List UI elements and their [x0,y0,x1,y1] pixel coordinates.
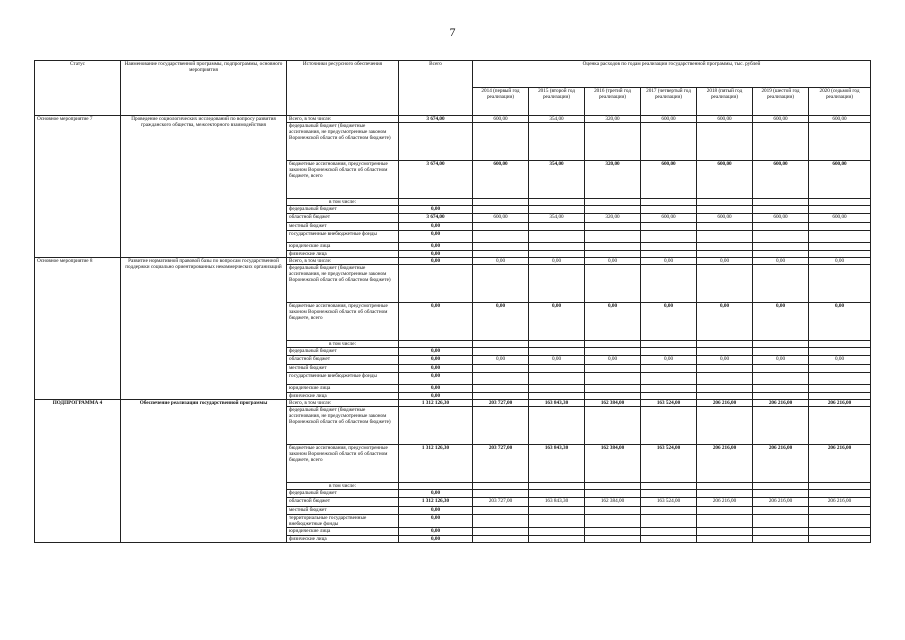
year-value [697,528,753,536]
year-value [473,393,529,400]
year-value [529,515,585,528]
year-value: 354,00 [529,214,585,223]
year-value [753,348,809,356]
year-value [697,251,753,258]
row-total: 0,00 [399,490,473,498]
year-value [585,483,641,490]
source-label: физические лица [287,251,399,258]
year-value [753,243,809,251]
year-value [529,407,585,445]
year-value [529,199,585,206]
row-total: 0,00 [399,507,473,515]
year-value [585,407,641,445]
year-value [585,123,641,161]
year-value: 320,00 [585,161,641,199]
year-value: 600,00 [697,116,753,123]
source-label: физические лица [287,393,399,400]
source-label: бюджетные ассигнования, предусмотренные законом Воронежской области об областном бюджете, всего [287,445,399,483]
year-value: 163 843,30 [529,400,585,407]
row-name: Обеспечение реализации государственной программы [121,400,287,543]
year-value [529,385,585,393]
source-label: юридические лица [287,528,399,536]
header-year: 2014 (первый год реализации) [473,88,529,116]
source-label: территориальные государственные внебюджетные фонды [287,515,399,528]
year-value [753,206,809,214]
year-value [809,231,871,243]
year-value [473,373,529,385]
row-total [399,407,473,445]
year-value [641,265,697,303]
year-value [473,341,529,348]
year-value [697,348,753,356]
year-value: 0,00 [697,303,753,341]
year-value [641,528,697,536]
year-value [753,199,809,206]
year-value: 163 843,30 [529,498,585,507]
year-value [585,373,641,385]
year-value [697,365,753,373]
year-value [641,490,697,498]
year-value: 203 727,00 [473,445,529,483]
year-value: 600,00 [809,214,871,223]
year-value [473,365,529,373]
year-value: 0,00 [809,303,871,341]
year-value [529,393,585,400]
year-value [809,206,871,214]
year-value [585,365,641,373]
year-value: 203 727,00 [473,498,529,507]
row-total: 0,00 [399,515,473,528]
row-total: 0,00 [399,373,473,385]
year-value [473,348,529,356]
year-value [809,483,871,490]
row-total: 1 312 126,30 [399,498,473,507]
source-label: бюджетные ассигнования, предусмотренные законом Воронежской области об областном бюджете, всего [287,303,399,341]
row-total [399,199,473,206]
header-year: 2017 (четвертый год реализации) [641,88,697,116]
row-name: Развитие нормативной правовой базы по вопросам государственной поддержки социально ориентированных некоммерческих организаций [121,258,287,400]
year-value: 600,00 [473,161,529,199]
row-total: 0,00 [399,385,473,393]
year-value [753,393,809,400]
row-total: 0,00 [399,536,473,543]
source-label: физические лица [287,536,399,543]
row-total: 0,00 [399,303,473,341]
year-value [809,199,871,206]
year-value: 0,00 [473,258,529,265]
year-value [809,490,871,498]
row-total [399,483,473,490]
year-value [641,348,697,356]
year-value: 206 216,00 [809,400,871,407]
source-label: в том числе: [287,199,399,206]
year-value [753,251,809,258]
year-value [697,407,753,445]
year-value [529,507,585,515]
source-label: в том числе: [287,483,399,490]
year-value: 600,00 [809,161,871,199]
year-value [697,123,753,161]
year-value [473,199,529,206]
year-value [585,231,641,243]
source-label: в том числе: [287,341,399,348]
year-value: 0,00 [585,258,641,265]
year-value [529,528,585,536]
source-label: государственные внебюджетные фонды [287,231,399,243]
year-value: 600,00 [641,116,697,123]
year-value [473,536,529,543]
row-total: 0,00 [399,365,473,373]
row-total: 0,00 [399,393,473,400]
source-label: Всего, в том числе: [287,116,399,123]
source-label: федеральный бюджет (бюджетные ассигнования, не предусмотренные законом Воронежской области об областном бюджете) [287,123,399,161]
year-value [641,365,697,373]
year-value [697,507,753,515]
year-value [641,393,697,400]
year-value [529,206,585,214]
year-value: 163 524,00 [641,498,697,507]
year-value: 600,00 [753,116,809,123]
row-total: 0,00 [399,206,473,214]
year-value [641,341,697,348]
year-value [697,341,753,348]
year-value: 0,00 [529,356,585,365]
year-value [585,341,641,348]
row-total: 1 312 126,30 [399,400,473,407]
year-value: 162 384,00 [585,498,641,507]
year-value [697,243,753,251]
source-label: областной бюджет [287,498,399,507]
year-value: 600,00 [697,214,753,223]
row-total: 0,00 [399,251,473,258]
year-value [529,123,585,161]
year-value [529,348,585,356]
year-value [529,231,585,243]
year-value [809,348,871,356]
year-value: 600,00 [473,116,529,123]
year-value: 162 384,00 [585,445,641,483]
row-total: 0,00 [399,348,473,356]
header-estimate: Оценка расходов по годам реализации государственной программы, тыс. рублей [473,61,871,88]
source-label: областной бюджет [287,356,399,365]
year-value [529,490,585,498]
year-value [529,536,585,543]
header-year: 2018 (пятый год реализации) [697,88,753,116]
year-value: 0,00 [473,356,529,365]
year-value [529,265,585,303]
source-label: государственные внебюджетные фонды [287,373,399,385]
year-value: 0,00 [697,356,753,365]
year-value [473,123,529,161]
year-value [529,373,585,385]
year-value: 0,00 [529,303,585,341]
row-total: 0,00 [399,223,473,231]
year-value [809,407,871,445]
source-label: юридические лица [287,243,399,251]
year-value: 206 216,00 [809,445,871,483]
year-value [809,528,871,536]
year-value [585,348,641,356]
header-total: Всего [399,61,473,116]
year-value [753,528,809,536]
year-value: 320,00 [585,214,641,223]
source-label: областной бюджет [287,214,399,223]
year-value [753,373,809,385]
year-value: 163 843,30 [529,445,585,483]
year-value [473,206,529,214]
year-value [473,515,529,528]
row-status: Основное мероприятие 7 [35,116,121,258]
year-value [697,223,753,231]
row-total: 3 674,00 [399,161,473,199]
year-value: 0,00 [753,258,809,265]
page-number: 7 [449,25,456,39]
row-total: 0,00 [399,231,473,243]
year-value [753,483,809,490]
year-value [809,341,871,348]
year-value [753,223,809,231]
year-value: 0,00 [585,356,641,365]
source-label: местный бюджет [287,507,399,515]
year-value [585,206,641,214]
row-total: 3 674,00 [399,214,473,223]
year-value: 206 216,00 [809,498,871,507]
year-value: 600,00 [641,214,697,223]
row-total: 0,00 [399,258,473,265]
year-value [641,515,697,528]
year-value [585,243,641,251]
year-value: 203 727,00 [473,400,529,407]
row-status: ПОДПРОГРАММА 4 [35,400,121,543]
source-label: бюджетные ассигнования, предусмотренные законом Воронежской области об областном бюджете, всего [287,161,399,199]
year-value: 600,00 [697,161,753,199]
source-label: федеральный бюджет [287,348,399,356]
year-value [473,407,529,445]
year-value: 600,00 [753,161,809,199]
year-value [529,365,585,373]
year-value [585,265,641,303]
year-value [753,123,809,161]
year-value [753,265,809,303]
year-value: 206 216,00 [697,400,753,407]
year-value [641,231,697,243]
year-value [697,536,753,543]
year-value [473,528,529,536]
year-value [585,223,641,231]
year-value [641,373,697,385]
year-value [809,515,871,528]
year-value [809,243,871,251]
year-value [697,373,753,385]
year-value [585,490,641,498]
year-value: 0,00 [641,303,697,341]
year-value [473,231,529,243]
source-label: местный бюджет [287,365,399,373]
year-value [809,265,871,303]
table-row [35,116,871,123]
year-value [753,385,809,393]
year-value [585,385,641,393]
year-value [585,536,641,543]
year-value [641,223,697,231]
year-value [697,385,753,393]
year-value [473,507,529,515]
year-value [809,123,871,161]
row-total: 3 674,00 [399,116,473,123]
year-value: 320,00 [585,116,641,123]
header-status: Статус [35,61,121,116]
year-value [529,341,585,348]
year-value [697,490,753,498]
year-value [641,385,697,393]
source-label: федеральный бюджет (бюджетные ассигнования, не предусмотренные законом Воронежской области об областном бюджете) [287,265,399,303]
year-value [697,206,753,214]
year-value [641,243,697,251]
year-value: 600,00 [641,161,697,199]
year-value: 600,00 [753,214,809,223]
source-label: федеральный бюджет [287,206,399,214]
year-value [473,223,529,231]
header-year: 2016 (третий год реализации) [585,88,641,116]
year-value [753,536,809,543]
year-value [753,407,809,445]
year-value [529,483,585,490]
header-year: 2019 (шестой год реализации) [753,88,809,116]
year-value [809,365,871,373]
year-value [641,536,697,543]
year-value: 206 216,00 [753,445,809,483]
year-value: 206 216,00 [753,400,809,407]
year-value [585,393,641,400]
year-value: 600,00 [473,214,529,223]
year-value [529,223,585,231]
year-value: 0,00 [641,356,697,365]
year-value: 354,00 [529,161,585,199]
year-value [529,243,585,251]
row-total: 1 312 126,30 [399,445,473,483]
year-value [585,251,641,258]
year-value [753,515,809,528]
year-value [753,231,809,243]
year-value [473,265,529,303]
year-value: 0,00 [809,258,871,265]
year-value [641,483,697,490]
source-label: федеральный бюджет (бюджетные ассигнования, не предусмотренные законом Воронежской области об областном бюджете) [287,407,399,445]
header-year: 2015 (второй год реализации) [529,88,585,116]
year-value [753,365,809,373]
year-value [641,199,697,206]
year-value: 0,00 [473,303,529,341]
year-value: 0,00 [529,258,585,265]
year-value [753,341,809,348]
year-value: 354,00 [529,116,585,123]
year-value [641,507,697,515]
year-value [585,199,641,206]
year-value: 0,00 [697,258,753,265]
year-value: 206 216,00 [753,498,809,507]
year-value [697,199,753,206]
source-label: Всего, в том числе: [287,258,399,265]
year-value [697,231,753,243]
year-value [809,536,871,543]
year-value [585,528,641,536]
year-value [473,385,529,393]
row-total [399,123,473,161]
year-value: 0,00 [753,356,809,365]
year-value [809,393,871,400]
year-value: 0,00 [809,356,871,365]
year-value: 0,00 [641,258,697,265]
year-value [641,123,697,161]
year-value [529,251,585,258]
year-value [585,515,641,528]
year-value: 163 524,00 [641,445,697,483]
year-value [809,223,871,231]
header-year: 2020 (седьмой год реализации) [809,88,871,116]
row-total [399,265,473,303]
year-value [473,490,529,498]
year-value [697,483,753,490]
year-value [697,265,753,303]
source-label: Всего, в том числе: [287,400,399,407]
year-value [753,507,809,515]
header-name: Наименование государственной программы, подпрограммы, основного мероприятия [121,61,287,116]
year-value: 0,00 [753,303,809,341]
year-value [641,407,697,445]
year-value [585,507,641,515]
year-value [641,251,697,258]
year-value [473,251,529,258]
table-row [35,258,871,265]
year-value [473,483,529,490]
year-value: 162 384,00 [585,400,641,407]
year-value [809,251,871,258]
budget-table [34,60,871,543]
year-value: 600,00 [809,116,871,123]
year-value [809,373,871,385]
row-total: 0,00 [399,356,473,365]
year-value: 163 524,00 [641,400,697,407]
table-row [35,400,871,407]
year-value [697,393,753,400]
row-total [399,341,473,348]
year-value [809,507,871,515]
year-value: 0,00 [585,303,641,341]
year-value [809,385,871,393]
row-name: Проведение социологических исследований по вопросу развития гражданского общества, межсекторного взаимодействия [121,116,287,258]
header-source: Источники ресурсного обеспечения [287,61,399,116]
year-value [753,490,809,498]
source-label: местный бюджет [287,223,399,231]
year-value [641,206,697,214]
row-total: 0,00 [399,528,473,536]
row-status: Основное мероприятие 8 [35,258,121,400]
year-value: 206 216,00 [697,445,753,483]
row-total: 0,00 [399,243,473,251]
year-value: 206 216,00 [697,498,753,507]
source-label: федеральный бюджет [287,490,399,498]
source-label: юридические лица [287,385,399,393]
year-value [473,243,529,251]
year-value [697,515,753,528]
